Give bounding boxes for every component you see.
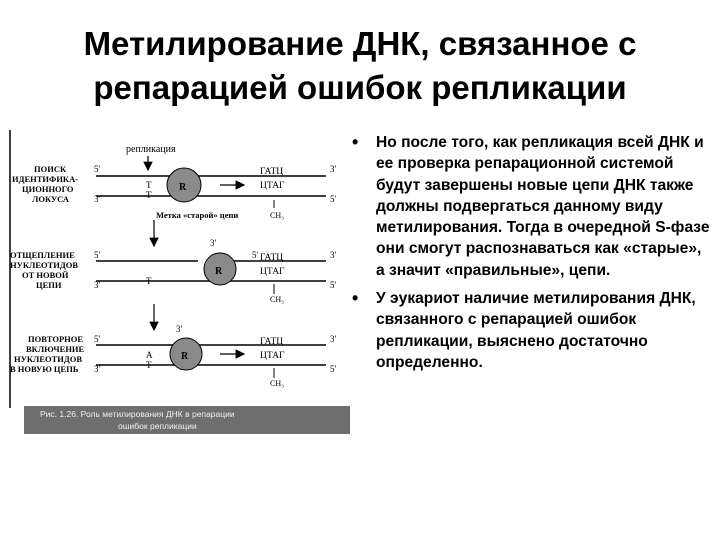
svg-text:5': 5' (252, 250, 259, 260)
svg-text:ПОВТОРНОЕ: ПОВТОРНОЕ (28, 334, 84, 344)
title-line-1: Метилирование ДНК, связанное с (83, 25, 637, 62)
svg-text:T: T (146, 276, 152, 286)
svg-text:A: A (146, 350, 153, 360)
svg-text:5': 5' (94, 334, 101, 344)
svg-text:Рис. 1.26. Роль метилирования: Рис. 1.26. Роль метилирования ДНК в репарации (40, 409, 235, 419)
svg-text:CH₃: CH₃ (270, 211, 284, 220)
svg-text:CH₃: CH₃ (270, 379, 284, 388)
slide-title (0, 22, 720, 110)
svg-text:5': 5' (330, 280, 337, 290)
bullet-item-1: • Но после того, как репликация всей ДНК и ее проверка репарационной системой будут завершены новые цепи ДНК также должны подвергаться данному виду метилирования. Тогда в очередной S-фазе они смогут распознаваться как «старые», а значит «правильные», цепи. (352, 132, 712, 281)
svg-text:3': 3' (94, 194, 101, 204)
svg-text:ЦТАГ: ЦТАГ (260, 351, 285, 361)
svg-text:3': 3' (330, 164, 337, 174)
svg-text:5': 5' (330, 194, 337, 204)
svg-text:ГАТЦ: ГАТЦ (260, 253, 284, 263)
replication-label: репликация (126, 144, 176, 155)
svg-text:ИДЕНТИФИКА-: ИДЕНТИФИКА- (12, 174, 79, 184)
svg-text:ГАТЦ: ГАТЦ (260, 167, 284, 177)
svg-text:CH₃: CH₃ (270, 295, 284, 304)
figure-caption (24, 406, 350, 434)
svg-text:В НОВУЮ ЦЕПЬ: В НОВУЮ ЦЕПЬ (10, 364, 79, 374)
svg-text:5': 5' (330, 364, 337, 374)
svg-text:T: T (146, 360, 152, 370)
old-strand-mark-label: Метка «старой» цепи (156, 210, 239, 220)
bullet-item-2: • У эукариот наличие метилирования ДНК, связанного с репарацией ошибок репликации, выяснено достаточно определенно. (352, 288, 712, 373)
title-line-2: репарацией ошибок репликации (93, 69, 627, 106)
svg-text:ЦТАГ: ЦТАГ (260, 181, 285, 191)
svg-text:3': 3' (94, 280, 101, 290)
svg-text:3': 3' (330, 334, 337, 344)
svg-text:ПОИСК: ПОИСК (34, 164, 67, 174)
svg-text:5': 5' (94, 164, 101, 174)
svg-text:НУКЛЕОТИДОВ: НУКЛЕОТИДОВ (14, 354, 83, 364)
svg-text:3': 3' (94, 364, 101, 374)
dna-repair-figure (8, 128, 350, 434)
figure-diagram (8, 128, 350, 434)
svg-text:ЦЕПИ: ЦЕПИ (36, 280, 62, 290)
svg-text:3': 3' (176, 324, 183, 334)
svg-text:ОТЩЕПЛЕНИЕ: ОТЩЕПЛЕНИЕ (10, 250, 75, 260)
svg-text:5': 5' (94, 250, 101, 260)
svg-text:ВКЛЮЧЕНИЕ: ВКЛЮЧЕНИЕ (26, 344, 85, 354)
svg-text:ЛОКУСА: ЛОКУСА (32, 194, 70, 204)
svg-text:3': 3' (210, 238, 217, 248)
svg-text:НУКЛЕОТИДОВ: НУКЛЕОТИДОВ (10, 260, 79, 270)
svg-text:R: R (181, 351, 189, 362)
svg-text:3': 3' (330, 250, 337, 260)
svg-text:ГАТЦ: ГАТЦ (260, 337, 284, 347)
svg-text:ОТ НОВОЙ: ОТ НОВОЙ (22, 270, 69, 280)
svg-text:ошибок репликации: ошибок репликации (118, 421, 197, 431)
svg-text:R: R (179, 182, 187, 193)
svg-text:ЦТАГ: ЦТАГ (260, 267, 285, 277)
svg-text:T: T (146, 180, 152, 190)
svg-text:T: T (146, 190, 152, 200)
svg-text:ЦИОННОГО: ЦИОННОГО (22, 184, 74, 194)
bullet-list (352, 132, 712, 380)
svg-text:R: R (215, 266, 223, 277)
